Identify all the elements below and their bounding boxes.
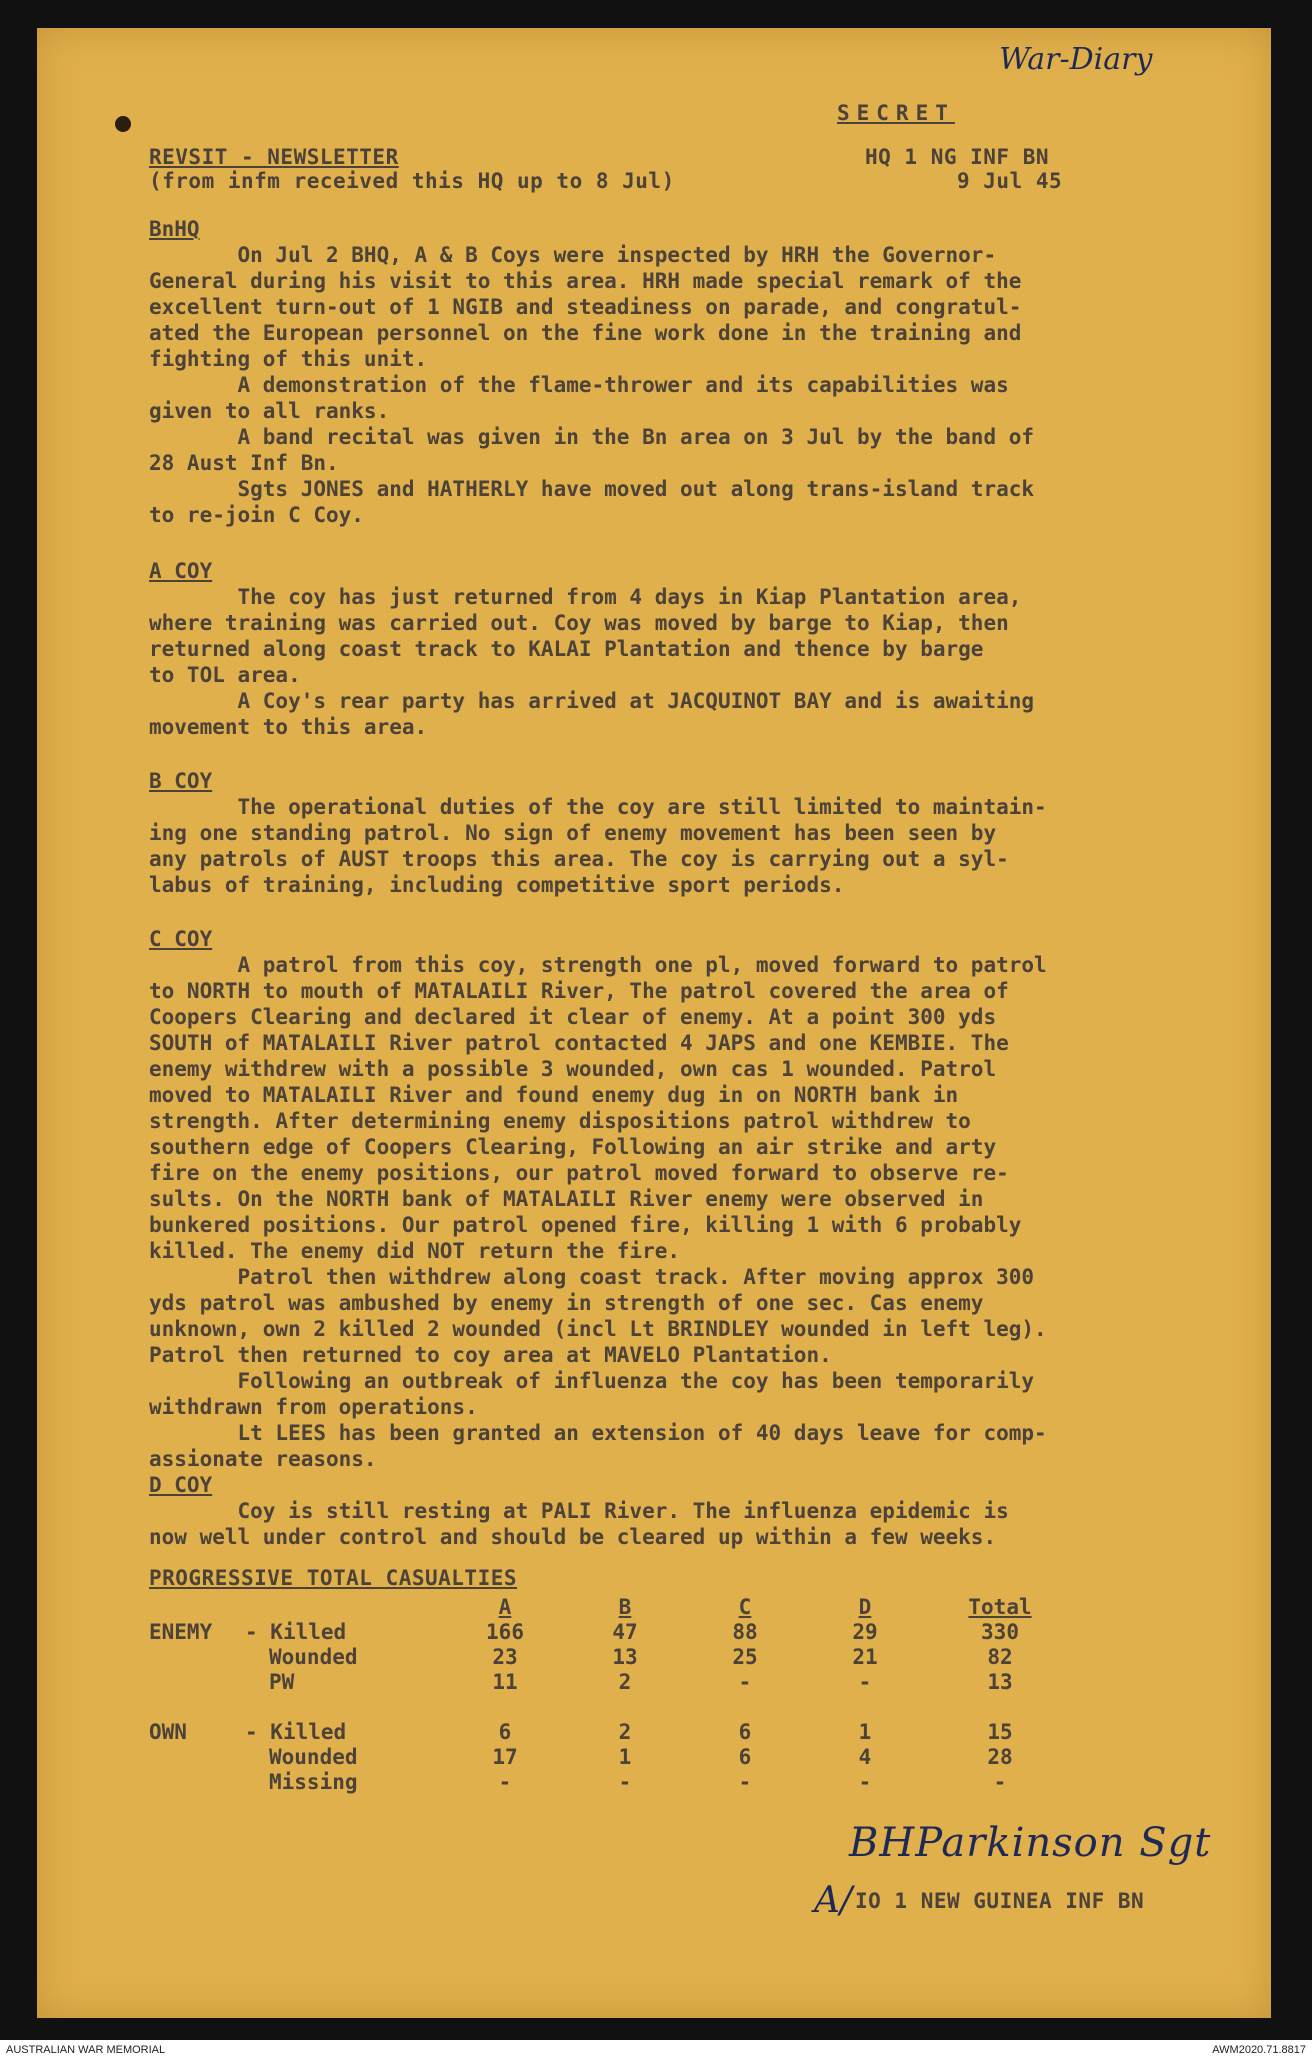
table-cell: - [738,1670,752,1694]
text-line: Patrol then withdrew along coast track. After moving approx 300 [149,1265,1035,1289]
text-line: southern edge of Coopers Clearing, Following an air strike and arty [149,1135,997,1159]
text-line: The operational duties of the coy are still limited to maintain- [149,795,1047,819]
document-date: 9 Jul 45 [957,169,1063,193]
text-line: fire on the enemy positions, our patrol moved forward to observe re- [149,1161,1009,1185]
table-row [149,1645,1075,1670]
text-line: SOUTH of MATALAILI River patrol contacted 4 JAPS and one KEMBIE. The [149,1031,1009,1055]
section-heading: D COY [149,1473,213,1497]
signature-block: IO 1 NEW GUINEA INF BN [855,1889,1145,1913]
row-label: Missing [269,1770,358,1794]
document-title: REVSIT - NEWSLETTER [149,145,399,169]
section-b-coy [149,768,1209,898]
table-cell: 28 [987,1745,1013,1769]
column-header: A [498,1595,512,1619]
table-cell: 330 [981,1620,1019,1644]
table-cell: 1 [858,1720,872,1744]
footer-right: AWM2020.71.8817 [1212,2044,1306,2056]
row-label: - Killed [245,1620,347,1644]
column-header: D [858,1595,872,1619]
table-cell: 6 [498,1720,512,1744]
signature-prefix: A/ [814,1880,853,1921]
document-subtitle: (from infm received this HQ up to 8 Jul) [149,169,675,193]
text-line: ated the European personnel on the fine work done in the training and [149,321,1022,345]
row-label: Wounded [269,1645,358,1669]
text-line: strength. After determining enemy dispositions patrol withdrew to [149,1109,971,1133]
table-row [149,1670,1075,1695]
text-line: bunkered positions. Our patrol opened fire, killing 1 with 6 probably [149,1213,1022,1237]
table-cell: - [498,1770,512,1794]
text-line: killed. The enemy did NOT return the fire. [149,1239,681,1263]
text-line: now well under control and should be cleared up within a few weeks. [149,1525,997,1549]
section-heading: BnHQ [149,217,200,241]
table-cell: 25 [732,1645,758,1669]
text-line: A Coy's rear party has arrived at JACQUINOT BAY and is awaiting [149,689,1035,713]
text-line: returned along coast track to KALAI Plantation and thence by barge [149,637,984,661]
column-header: Total [968,1595,1032,1619]
section-a-coy [149,558,1209,740]
text-line: withdrawn from operations. [149,1395,478,1419]
table-cell: 23 [492,1645,518,1669]
casualties-heading: PROGRESSIVE TOTAL CASUALTIES [149,1566,518,1590]
text-line: A patrol from this coy, strength one pl, moved forward to patrol [149,953,1047,977]
text-line: excellent turn-out of 1 NGIB and steadiness on parade, and congratul- [149,295,1022,319]
text-line: moved to MATALAILI River and found enemy dug in on NORTH bank in [149,1083,959,1107]
handwritten-annotation: War-Diary [999,42,1153,77]
row-label: PW [269,1670,295,1694]
table-header-row [149,1595,1075,1620]
text-line: where training was carried out. Coy was moved by barge to Kiap, then [149,611,1009,635]
column-header: C [738,1595,752,1619]
text-line: Coy is still resting at PALI River. The influenza epidemic is [149,1499,1009,1523]
casualties-table [149,1595,1075,1795]
section-d-coy [149,1472,1209,1550]
table-cell: 166 [486,1620,524,1644]
table-cell: - [993,1770,1007,1794]
table-cell: 2 [618,1720,632,1744]
table-cell: - [738,1770,752,1794]
archive-footer [0,2040,1312,2061]
table-cell: 11 [492,1670,518,1694]
row-label: - Killed [245,1720,347,1744]
text-line: fighting of this unit. [149,347,428,371]
row-label: Wounded [269,1745,358,1769]
section-heading: C COY [149,927,213,951]
document-sheet [37,28,1271,2018]
table-cell: 15 [987,1720,1013,1744]
text-line: A band recital was given in the Bn area on 3 Jul by the band of [149,425,1035,449]
table-cell: 17 [492,1745,518,1769]
table-cell: 47 [612,1620,638,1644]
text-line: On Jul 2 BHQ, A & B Coys were inspected by HRH the Governor- [149,243,997,267]
column-header: B [618,1595,632,1619]
handwritten-signature: BHParkinson Sgt [849,1820,1212,1866]
section-heading: B COY [149,769,213,793]
unit-name: HQ 1 NG INF BN [865,145,1050,169]
text-line: to TOL area. [149,663,301,687]
section-c-coy [149,926,1209,1472]
text-line: Lt LEES has been granted an extension of 40 days leave for comp- [149,1421,1047,1445]
text-line: A demonstration of the flame-thrower and its capabilities was [149,373,1009,397]
table-cell: 4 [858,1745,872,1769]
text-line: enemy withdrew with a possible 3 wounded, own cas 1 wounded. Patrol [149,1057,997,1081]
text-line: labus of training, including competitive sport periods. [149,873,845,897]
table-cell: - [858,1770,872,1794]
table-row [149,1770,1075,1795]
table-cell: 82 [987,1645,1013,1669]
footer-left: AUSTRALIAN WAR MEMORIAL [6,2044,166,2056]
text-line: unknown, own 2 killed 2 wounded (incl Lt BRINDLEY wounded in left leg). [149,1317,1047,1341]
section-heading: A COY [149,559,213,583]
table-cell: 13 [612,1645,638,1669]
text-line: Following an outbreak of influenza the coy has been temporarily [149,1369,1035,1393]
text-line: General during his visit to this area. HRH made special remark of the [149,269,1022,293]
table-row [149,1720,1075,1745]
text-line: The coy has just returned from 4 days in Kiap Plantation area, [149,585,1022,609]
binder-hole [115,116,131,132]
table-cell: - [618,1770,632,1794]
text-line: given to all ranks. [149,399,390,423]
text-line: to re-join C Coy. [149,503,364,527]
group-label: OWN [149,1720,187,1744]
group-label: ENEMY [149,1620,213,1644]
text-line: assionate reasons. [149,1447,377,1471]
text-line: Coopers Clearing and declared it clear of enemy. At a point 300 yds [149,1005,997,1029]
text-line: sults. On the NORTH bank of MATALAILI River enemy were observed in [149,1187,984,1211]
text-line: movement to this area. [149,715,428,739]
table-cell: 29 [852,1620,878,1644]
text-line: 28 Aust Inf Bn. [149,451,339,475]
table-cell: 1 [618,1745,632,1769]
text-line: ing one standing patrol. No sign of enemy movement has been seen by [149,821,997,845]
text-line: any patrols of AUST troops this area. The coy is carrying out a syl- [149,847,1009,871]
table-cell: 21 [852,1645,878,1669]
text-line: Sgts JONES and HATHERLY have moved out along trans-island track [149,477,1035,501]
classification-stamp: SECRET [837,101,955,125]
section-bnhq [149,216,1209,528]
table-row [149,1745,1075,1770]
text-line: yds patrol was ambushed by enemy in strength of one sec. Cas enemy [149,1291,984,1315]
table-cell: 88 [732,1620,758,1644]
text-line: Patrol then returned to coy area at MAVELO Plantation. [149,1343,832,1367]
text-line: to NORTH to mouth of MATALAILI River, The patrol covered the area of [149,979,1009,1003]
table-cell: - [858,1670,872,1694]
table-cell: 6 [738,1745,752,1769]
table-row [149,1620,1075,1645]
table-cell: 6 [738,1720,752,1744]
table-cell: 13 [987,1670,1013,1694]
table-cell: 2 [618,1670,632,1694]
